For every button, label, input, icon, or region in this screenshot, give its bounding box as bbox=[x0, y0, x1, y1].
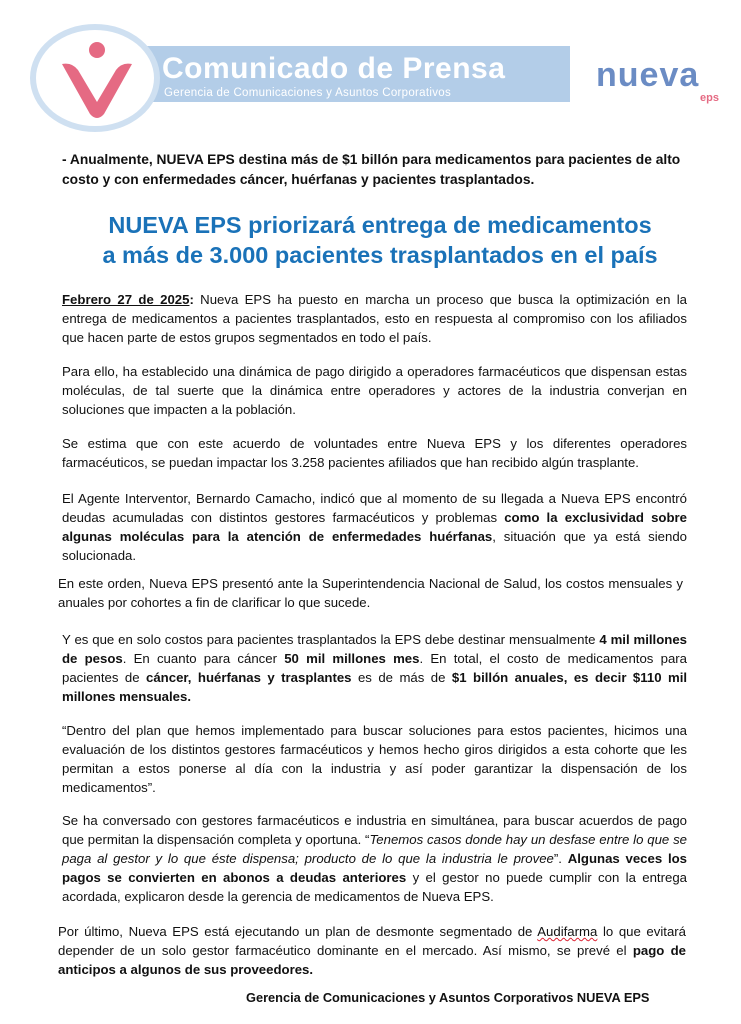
paragraph-6-f: cáncer, huérfanas y trasplantes bbox=[146, 670, 352, 685]
paragraph-8 bbox=[62, 811, 687, 906]
paragraph-8-e: y el gestor no puede cumplir con la entrega acordada, explicaron desde la gerencia de medicamentos de Nueva EPS. bbox=[62, 870, 687, 904]
paragraph-6-h: $1 billón anuales, es decir $110 mil millones mensuales. bbox=[62, 670, 688, 704]
dateline: Febrero 27 de 2025 bbox=[62, 292, 190, 307]
paragraph-1: Febrero 27 de 2025: Nueva EPS ha puesto en marcha un proceso que busca la optimización en la entrega de medicamentos a pacientes trasplantados, esto en respuesta al compromiso con los afiliados que hacen parte de estos grupos segmentados en todo el país. bbox=[62, 292, 687, 345]
nueva-eps-logo-circle bbox=[30, 24, 160, 132]
paragraph-9-audifarma: Audifarma bbox=[537, 924, 598, 939]
logo-v-icon bbox=[52, 40, 142, 120]
paragraph-4-bold: como la exclusividad sobre algunas moléculas para la atención de enfermedades huérfanas bbox=[62, 510, 687, 544]
paragraph-9-c: lo que evitará depender de un solo gestor farmacéutico dominante en el mercado. Así mismo, se prevé el bbox=[58, 924, 687, 958]
brand-sub: eps bbox=[700, 92, 719, 104]
paragraph-9-d: pago de anticipos a algunos de sus proveedores. bbox=[58, 943, 686, 977]
paragraph-6-b: 4 mil millones de pesos bbox=[62, 632, 688, 666]
press-release-title: Comunicado de Prensa bbox=[162, 52, 506, 85]
headline-line-1: NUEVA EPS priorizará entrega de medicamentos bbox=[108, 212, 652, 238]
paragraph-7: “Dentro del plan que hemos implementado para buscar soluciones para estos pacientes, hicimos una evaluación de los distintos gestores farmacéuticos y hemos hecho giros dirigidos a esta cohorte que les permitan a estos ponerse al día con la industria y así poder garantizar la dispensación de los medicamentos”. bbox=[62, 723, 687, 795]
paragraph-8-d: Algunas veces los pagos se convierten en abonos a deudas anteriores bbox=[62, 851, 687, 885]
headline bbox=[60, 210, 700, 270]
paragraph-6-d: 50 mil millones mes bbox=[284, 651, 420, 666]
paragraph-6-a: Y es que en solo costos para pacientes trasplantados la EPS debe destinar mensualmente bbox=[62, 632, 600, 647]
lead-bullet: - Anualmente, NUEVA EPS destina más de $1 billón para medicamentos para pacientes de alto costo y con enfermedades cáncer, huérfanas y pacientes trasplantados. bbox=[62, 152, 681, 187]
press-header bbox=[0, 0, 741, 140]
paragraph-4-a: El Agente Interventor, Bernardo Camacho, indicó que al momento de su llegada a Nueva EPS encontró deudas acumuladas con distintos gestores farmacéuticos y problemas bbox=[62, 491, 687, 525]
paragraph-3: Se estima que con este acuerdo de voluntades entre Nueva EPS y los diferentes operadores farmacéuticos, se puedan impactar los 3.258 pacientes afiliados que han recibido algún trasplante. bbox=[62, 436, 687, 470]
brand-word: nueva bbox=[596, 56, 700, 94]
paragraph-6 bbox=[62, 630, 687, 706]
paragraph-6-g: es de más de bbox=[351, 670, 452, 685]
paragraph-2: Para ello, ha establecido una dinámica de pago dirigido a operadores farmacéuticos que dispensan estas moléculas, de tal suerte que la dinámica entre operadores y actores de la industria converjan en soluciones que impacten a la población. bbox=[62, 364, 687, 417]
paragraph-9-a: Por último, Nueva EPS está ejecutando un plan de desmonte segmentado de bbox=[58, 924, 538, 939]
paragraph-5: En este orden, Nueva EPS presentó ante la Superintendencia Nacional de Salud, los costos mensuales y anuales por cohortes a fin de clarificar lo que sucede. bbox=[58, 576, 683, 610]
paragraph-9 bbox=[58, 922, 686, 979]
paragraph-8-a: Se ha conversado con gestores farmacéuticos e industria en simultánea, para buscar acuerdos de pago que permitan la dispensación completa y oportuna. “ bbox=[62, 813, 687, 847]
paragraph-1-text: Nueva EPS ha puesto en marcha un proceso que busca la optimización en la entrega de medicamentos a pacientes trasplantados, esto en respuesta al compromiso con los afiliados que hacen parte de estos grupos segmentados en todo el país. bbox=[62, 292, 687, 345]
headline-line-2: a más de 3.000 pacientes trasplantados en el país bbox=[102, 242, 658, 268]
paragraph-4-c: , situación que ya está siendo solucionada. bbox=[62, 529, 688, 563]
paragraph-6-c: . En cuanto para cáncer bbox=[122, 651, 285, 666]
paragraph-4 bbox=[62, 489, 688, 563]
paragraph-6-e: . En total, el costo de medicamentos para pacientes de bbox=[62, 651, 688, 685]
signature: Gerencia de Comunicaciones y Asuntos Corporativos NUEVA EPS bbox=[246, 990, 650, 1005]
nueva-eps-brand bbox=[596, 56, 736, 106]
paragraph-8-quote: Tenemos casos donde hay un desfase entre lo que se paga al gestor y lo que éste dispensa; producto de lo que la industria le provee bbox=[62, 832, 687, 866]
paragraph-8-c: ”. bbox=[553, 851, 568, 866]
press-release-subtitle: Gerencia de Comunicaciones y Asuntos Corporativos bbox=[164, 87, 452, 99]
